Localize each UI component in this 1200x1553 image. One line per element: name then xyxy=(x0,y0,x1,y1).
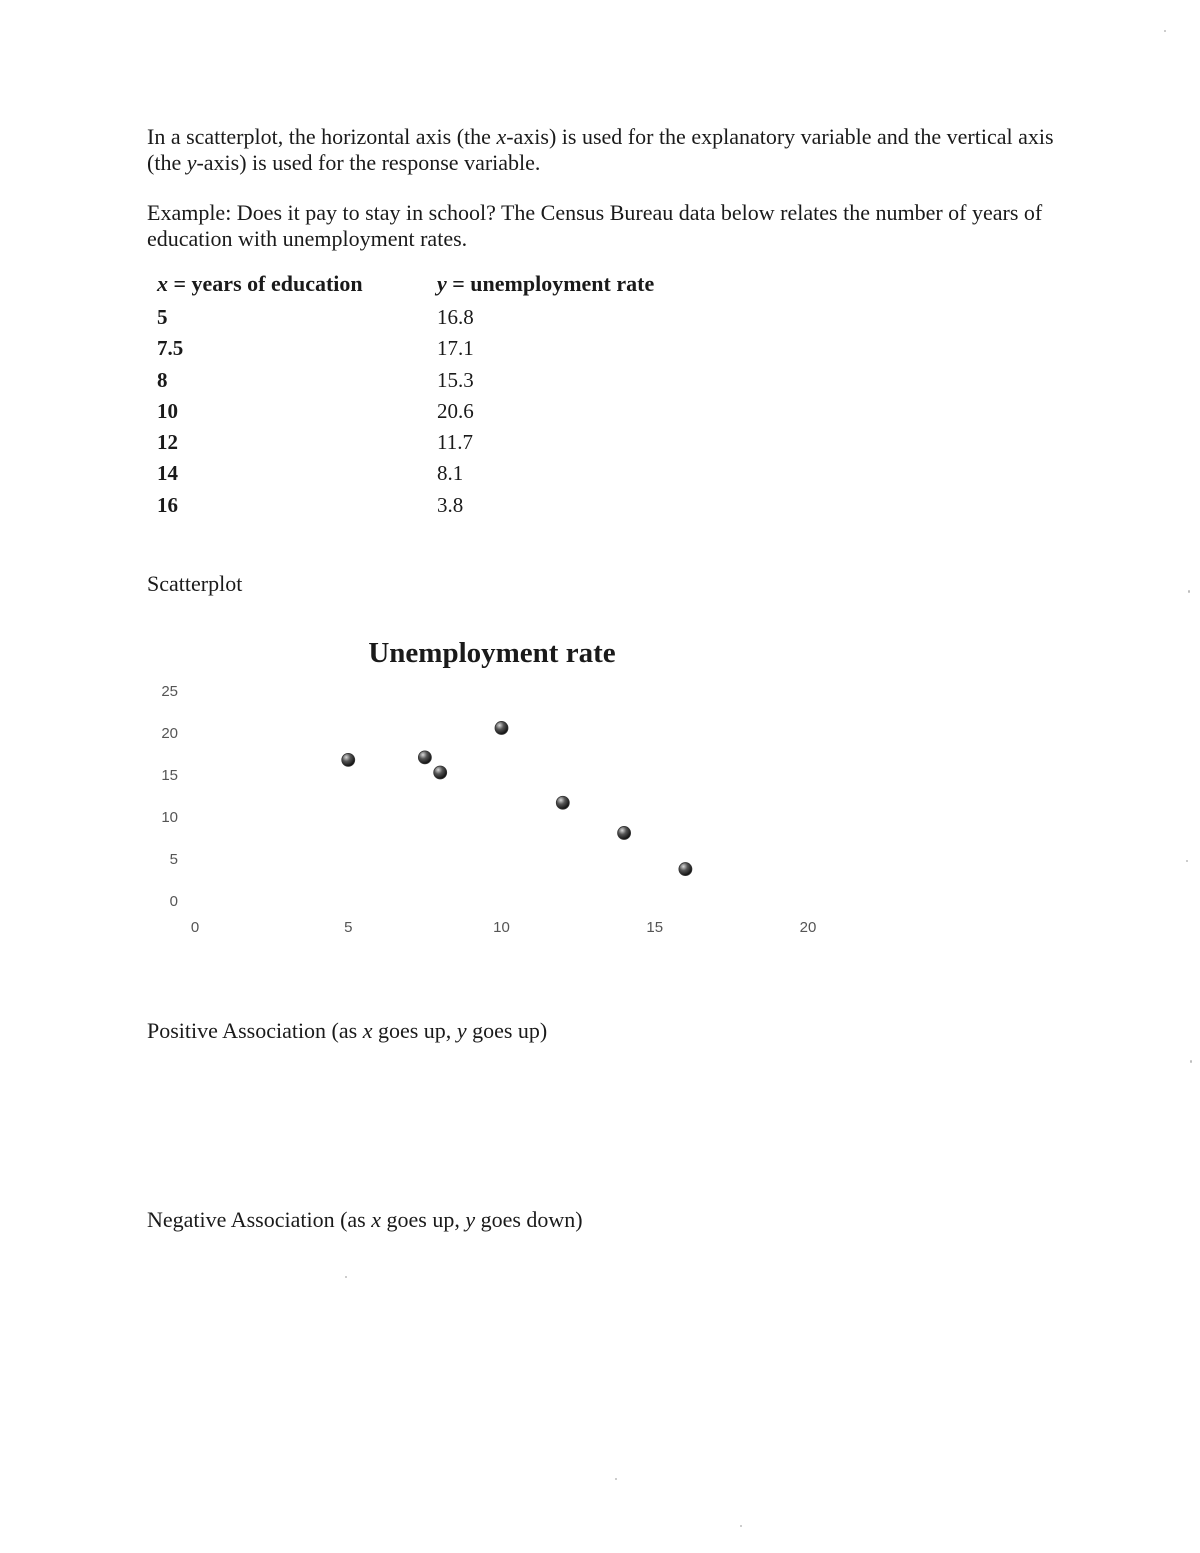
scatterplot-label: Scatterplot xyxy=(147,571,243,596)
positive-y-var: y xyxy=(456,1018,467,1043)
negative-text-2: goes up, xyxy=(381,1207,466,1232)
scan-speck xyxy=(1190,1060,1192,1063)
x-value-cell: 14 xyxy=(157,461,178,486)
intro-text-2: -axis) is used for the explanatory variable and the vertical axis (the xyxy=(147,124,1054,175)
scatter-point xyxy=(679,863,692,876)
x-column-header xyxy=(157,271,363,297)
y-header-label: = unemployment rate xyxy=(446,271,655,296)
y-column-header xyxy=(437,271,654,297)
scatter-point xyxy=(418,751,431,764)
intro-y-var: y xyxy=(186,150,197,175)
y-value-cell: 16.8 xyxy=(437,305,474,329)
x-tick-label: 5 xyxy=(344,919,353,936)
x-value-cell: 12 xyxy=(157,430,178,455)
positive-text-1: Positive Association (as xyxy=(147,1018,363,1043)
scatter-point xyxy=(556,796,569,809)
x-value-cell: 5 xyxy=(157,305,168,329)
x-header-var: x xyxy=(157,271,168,296)
scan-speck xyxy=(1186,860,1188,862)
example-paragraph: Example: Does it pay to stay in school? The Census Bureau data below relates the number of years of education with unemployment rates. xyxy=(147,200,1043,251)
y-axis-ticks xyxy=(161,683,178,910)
x-tick-label: 0 xyxy=(190,919,200,936)
y-tick-label: 15 xyxy=(161,767,178,784)
negative-association-text xyxy=(147,1207,583,1233)
negative-text-1: Negative Association (as xyxy=(147,1207,372,1232)
negative-x-var: x xyxy=(371,1207,381,1232)
intro-x-var: x xyxy=(496,124,507,149)
intro-paragraph xyxy=(147,124,1067,176)
y-header-var: y xyxy=(437,271,447,296)
y-value-cell: 8.1 xyxy=(437,461,464,486)
y-values-column xyxy=(437,302,474,521)
y-value-cell: 11.7 xyxy=(437,430,473,455)
x-axis-ticks xyxy=(191,919,817,936)
scatter-point xyxy=(495,721,508,734)
positive-text-3: goes up) xyxy=(466,1018,548,1043)
scan-speck xyxy=(345,1276,347,1278)
y-tick-label: 20 xyxy=(161,725,178,742)
y-tick-label: 25 xyxy=(161,683,178,700)
scan-speck xyxy=(740,1525,742,1527)
y-tick-label: 0 xyxy=(169,893,178,910)
x-value-cell: 10 xyxy=(157,398,178,423)
positive-x-var: x xyxy=(362,1018,373,1043)
data-points xyxy=(342,721,692,875)
scatterplot-chart xyxy=(140,620,840,950)
y-value-cell: 17.1 xyxy=(437,336,474,361)
scatter-point xyxy=(618,826,631,839)
scan-speck xyxy=(1164,30,1166,32)
y-value-cell: 3.8 xyxy=(437,492,464,517)
positive-association-text xyxy=(147,1018,547,1044)
intro-text-1: In a scatterplot, the horizontal axis (the xyxy=(147,124,497,149)
negative-y-var: y xyxy=(465,1207,476,1232)
scatter-point xyxy=(342,753,355,766)
y-value-cell: 15.3 xyxy=(437,367,474,392)
x-value-cell: 16 xyxy=(157,492,178,517)
scan-speck xyxy=(615,1478,617,1480)
scan-speck xyxy=(1188,590,1190,593)
positive-text-2: goes up, xyxy=(372,1018,457,1043)
scatter-point xyxy=(434,766,447,779)
intro-text-3: -axis) is used for the response variable. xyxy=(196,150,541,175)
x-values-column xyxy=(157,302,183,521)
y-value-cell: 20.6 xyxy=(437,398,474,423)
x-tick-label: 15 xyxy=(646,919,664,936)
x-tick-label: 10 xyxy=(493,919,510,936)
x-value-cell: 8 xyxy=(157,367,168,392)
chart-title: Unemployment rate xyxy=(368,637,616,669)
y-tick-label: 10 xyxy=(161,809,178,826)
y-tick-label: 5 xyxy=(169,851,178,868)
x-tick-label: 20 xyxy=(799,919,817,936)
x-header-label: = years of education xyxy=(168,271,363,296)
negative-text-3: goes down) xyxy=(475,1207,583,1232)
x-value-cell: 7.5 xyxy=(157,336,184,361)
